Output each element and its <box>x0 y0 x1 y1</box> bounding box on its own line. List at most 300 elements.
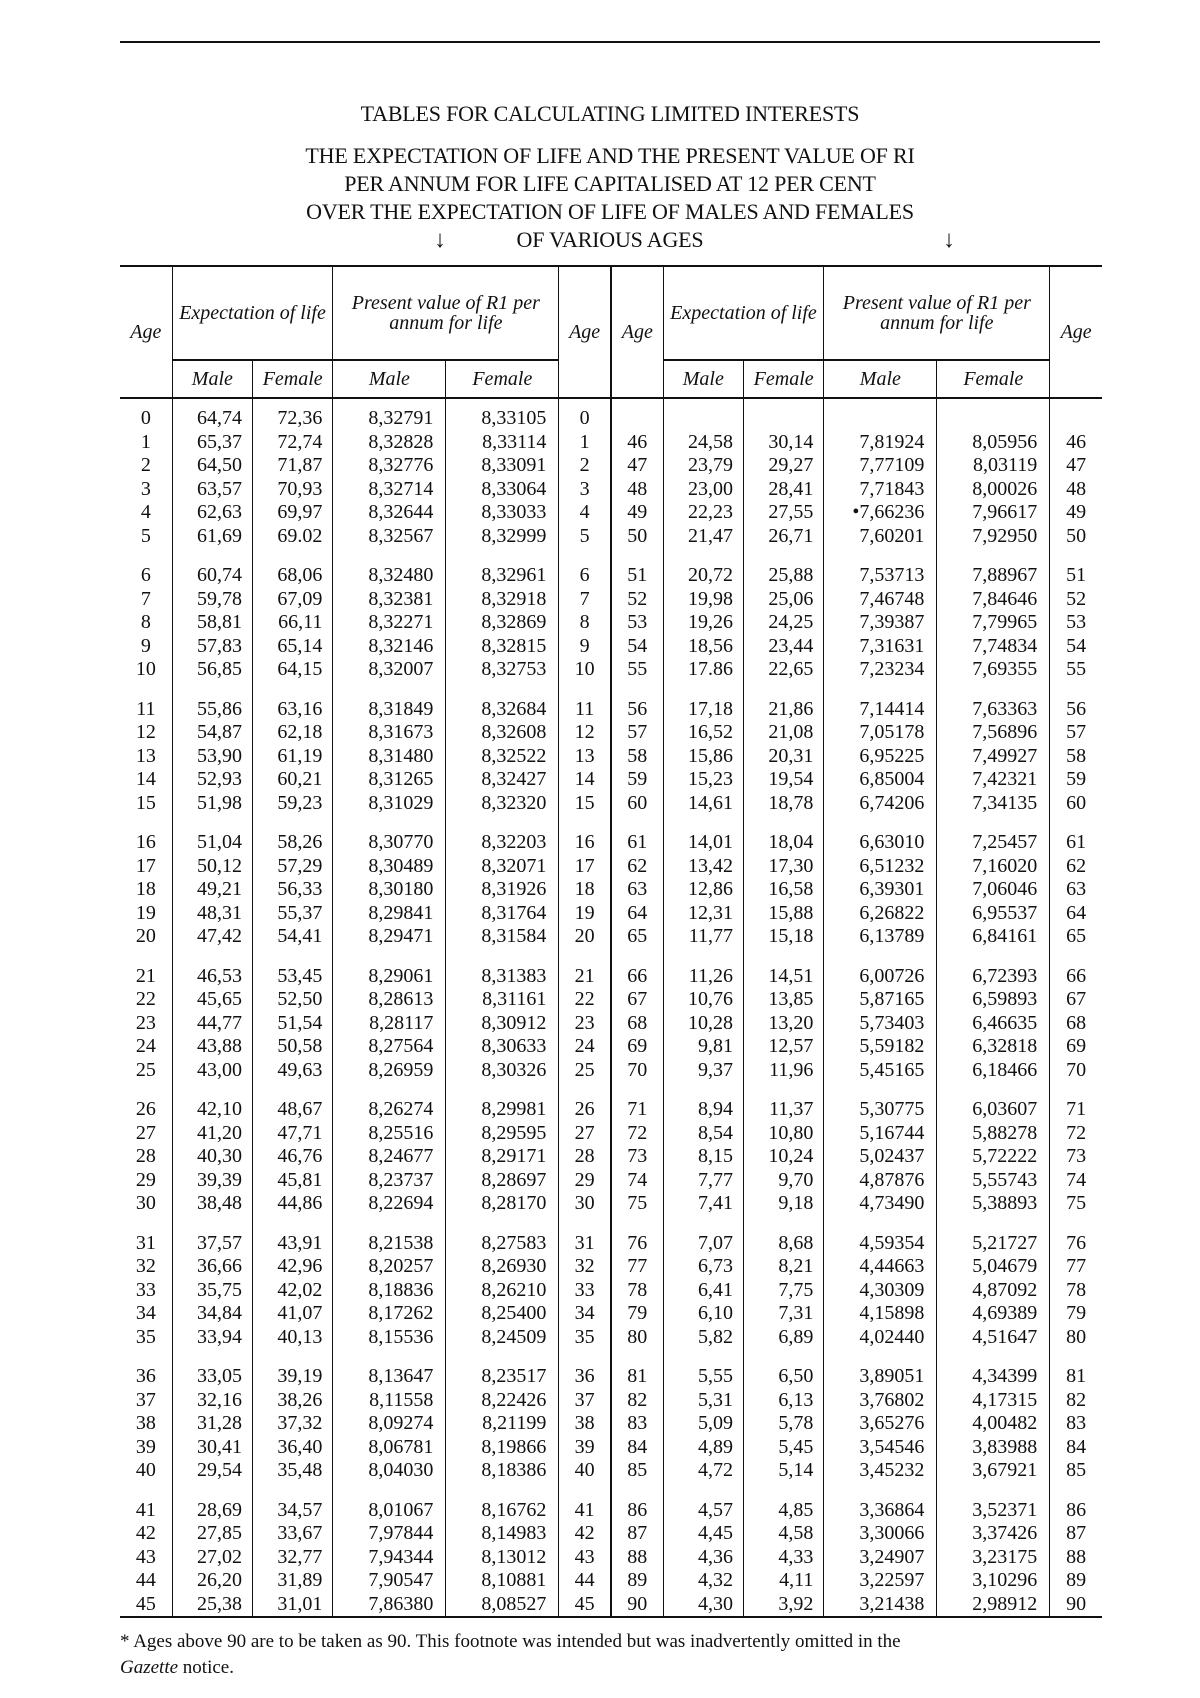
table-cell: 8,04030 <box>333 1459 446 1483</box>
table-cell: 35,75 <box>172 1279 252 1303</box>
group-gap <box>120 682 1102 698</box>
table-cell: 3,23175 <box>937 1546 1050 1570</box>
table-cell: 8,24677 <box>333 1145 446 1169</box>
table-row <box>120 721 1102 745</box>
table-cell: 8,18836 <box>333 1279 446 1303</box>
gap-cell <box>446 1349 559 1365</box>
table-row <box>120 965 1102 989</box>
table-cell: 8,30770 <box>333 831 446 855</box>
table-cell: 42,02 <box>253 1279 333 1303</box>
table-cell: 34,57 <box>253 1499 333 1523</box>
table-cell: 3,89051 <box>824 1365 937 1389</box>
table-cell: 49 <box>611 501 663 525</box>
table-cell: 51 <box>611 564 663 588</box>
table-cell: 37,32 <box>253 1412 333 1436</box>
gap-cell <box>663 1349 743 1365</box>
table-cell: 8,13012 <box>446 1546 559 1570</box>
table-cell: 23 <box>135 1011 156 1034</box>
gap-cell <box>253 548 333 564</box>
gap-cell <box>120 949 172 965</box>
table-cell: 38 <box>135 1412 156 1434</box>
table-cell: 5,78 <box>743 1412 823 1436</box>
gap-cell <box>937 949 1050 965</box>
table-cell: 8,29841 <box>333 902 446 926</box>
header-male: Male <box>172 360 252 398</box>
table-cell: 1 <box>140 430 151 453</box>
table-cell: 85 <box>1050 1459 1102 1483</box>
table-cell: 24 <box>559 1035 611 1059</box>
table-cell: 88 <box>1050 1546 1102 1570</box>
table-cell: 79 <box>611 1302 663 1326</box>
gap-cell <box>611 682 663 698</box>
table-cell: 77 <box>611 1255 663 1279</box>
table-row <box>120 1059 1102 1083</box>
table-cell: 18,56 <box>663 635 743 659</box>
table-cell: 6,73 <box>663 1255 743 1279</box>
table-cell: 8,24509 <box>446 1326 559 1350</box>
table-cell: 88 <box>611 1546 663 1570</box>
table-cell: 54,41 <box>253 925 333 949</box>
table-cell: 20 <box>135 925 156 947</box>
table-cell: 65,37 <box>172 431 252 455</box>
table-cell: 55,37 <box>253 902 333 926</box>
table-row <box>120 1365 1102 1389</box>
table-cell: 69 <box>1050 1035 1102 1059</box>
table-cell: 8,01067 <box>333 1499 446 1523</box>
table-cell: 5,21727 <box>937 1232 1050 1256</box>
table-cell: 8,31029 <box>333 792 446 816</box>
table-cell: 8,32203 <box>446 831 559 855</box>
table-row <box>120 1593 1102 1618</box>
table-cell: 56,33 <box>253 878 333 902</box>
table-row <box>120 1232 1102 1256</box>
table-cell: 7,49927 <box>937 745 1050 769</box>
table-cell: 70 <box>611 1059 663 1083</box>
table-cell: 22 <box>559 988 611 1012</box>
table-cell: 44 <box>559 1569 611 1593</box>
table-cell: 37 <box>135 1388 156 1411</box>
table-cell: 8,31383 <box>446 965 559 989</box>
table-cell: 14,01 <box>663 831 743 855</box>
table-cell: 44,77 <box>172 1012 252 1036</box>
table-cell: 5,55743 <box>937 1169 1050 1193</box>
table-cell: 23,79 <box>663 454 743 478</box>
table-cell: 73 <box>1050 1145 1102 1169</box>
table-cell: 30 <box>135 1192 156 1214</box>
table-cell: 5,87165 <box>824 988 937 1012</box>
gap-cell <box>937 815 1050 831</box>
gap-cell <box>611 949 663 965</box>
table-cell: 82 <box>1050 1389 1102 1413</box>
table-cell: 4,72 <box>663 1459 743 1483</box>
gap-cell <box>743 1483 823 1499</box>
table-cell: 6,95225 <box>824 745 937 769</box>
table-cell: 56 <box>1050 698 1102 722</box>
table-cell: 26 <box>135 1098 156 1120</box>
table-cell: 10 <box>559 658 611 682</box>
table-cell: 8,23517 <box>446 1365 559 1389</box>
table-row <box>120 501 1102 525</box>
table-cell: 59,23 <box>253 792 333 816</box>
table-cell: 80 <box>611 1326 663 1350</box>
table-cell: 7,86380 <box>333 1593 446 1618</box>
table-cell: 7,69355 <box>937 658 1050 682</box>
table-cell: 19 <box>559 902 611 926</box>
table-cell: 4,59354 <box>824 1232 937 1256</box>
table-cell: 8,30489 <box>333 855 446 879</box>
table-cell: 22 <box>135 988 156 1010</box>
group-gap <box>120 815 1102 831</box>
gap-cell <box>253 949 333 965</box>
subtitle-line-2: PER ANNUM FOR LIFE CAPITALISED AT 12 PER CENT <box>344 171 876 196</box>
header-expectation-right: Expectation of life <box>663 266 824 360</box>
table-cell: 4,02440 <box>824 1326 937 1350</box>
table-cell: 8,08527 <box>446 1593 559 1618</box>
table-cell: 8,22694 <box>333 1192 446 1216</box>
table-cell: 87 <box>611 1522 663 1546</box>
table-cell: 6,41 <box>663 1279 743 1303</box>
table-cell: 67 <box>1050 988 1102 1012</box>
table-cell: 8 <box>140 611 151 633</box>
table-cell: 6,63010 <box>824 831 937 855</box>
table-cell: 5,55 <box>663 1365 743 1389</box>
table-cell: 56 <box>611 698 663 722</box>
gap-cell <box>446 949 559 965</box>
table-cell: 23 <box>559 1012 611 1036</box>
table-cell: 28,69 <box>172 1499 252 1523</box>
table-cell: 61 <box>1050 831 1102 855</box>
gap-cell <box>333 682 446 698</box>
table-cell: 33 <box>135 1278 156 1301</box>
table-cell <box>824 398 937 431</box>
table-cell: 72 <box>1050 1122 1102 1146</box>
table-cell: 3,54546 <box>824 1436 937 1460</box>
table-cell: 21 <box>135 964 156 987</box>
table-cell: 18 <box>559 878 611 902</box>
table-row <box>120 1145 1102 1169</box>
gap-cell <box>824 815 937 831</box>
table-cell: 32,77 <box>253 1546 333 1570</box>
table-cell: 8,31584 <box>446 925 559 949</box>
table-cell: 8,25516 <box>333 1122 446 1146</box>
table-cell: 6,32818 <box>937 1035 1050 1059</box>
table-cell: 8,31480 <box>333 745 446 769</box>
table-cell: 38,48 <box>172 1192 252 1216</box>
table-cell: 75 <box>611 1192 663 1216</box>
table-cell: 77 <box>1050 1255 1102 1279</box>
table-cell: 19,26 <box>663 611 743 635</box>
table-cell: 5,04679 <box>937 1255 1050 1279</box>
table-cell: 6,89 <box>743 1326 823 1350</box>
table-row <box>120 478 1102 502</box>
table-cell: 63,16 <box>253 698 333 722</box>
table-cell: 31,28 <box>172 1412 252 1436</box>
table-cell: 51,04 <box>172 831 252 855</box>
table-cell: 58,26 <box>253 831 333 855</box>
gap-cell <box>937 1483 1050 1499</box>
gap-cell <box>743 815 823 831</box>
table-cell: 87 <box>1050 1522 1102 1546</box>
gap-cell <box>446 1216 559 1232</box>
gap-cell <box>937 548 1050 564</box>
table-cell: 26,71 <box>743 525 823 549</box>
table-cell: 3 <box>559 478 611 502</box>
table-cell: 12 <box>559 721 611 745</box>
subtitle-line-1: THE EXPECTATION OF LIFE AND THE PRESENT VALUE OF RI <box>305 143 915 168</box>
table-cell: 8,29171 <box>446 1145 559 1169</box>
table-cell: 3,36864 <box>824 1499 937 1523</box>
table-cell: 52,93 <box>172 768 252 792</box>
table-cell: 5,59182 <box>824 1035 937 1059</box>
table-cell: 27,55 <box>743 501 823 525</box>
table-cell: 29 <box>135 1168 156 1191</box>
table-cell: 40 <box>559 1459 611 1483</box>
table-cell: 7,41 <box>663 1192 743 1216</box>
table-cell: 8,22426 <box>446 1389 559 1413</box>
table-cell: 3,92 <box>743 1593 823 1618</box>
table-cell: 74 <box>1050 1169 1102 1193</box>
table-cell: 85 <box>611 1459 663 1483</box>
table-cell: 61,19 <box>253 745 333 769</box>
table-cell: 21,08 <box>743 721 823 745</box>
table-cell: 28 <box>559 1145 611 1169</box>
table-cell: 7,25457 <box>937 831 1050 855</box>
gap-cell <box>120 1082 172 1098</box>
table-cell: 3,52371 <box>937 1499 1050 1523</box>
table-cell: 45 <box>120 1593 172 1618</box>
table-cell: 48 <box>1050 478 1102 502</box>
gap-cell <box>663 1483 743 1499</box>
table-cell: 39,39 <box>172 1169 252 1193</box>
table-cell: 52,50 <box>253 988 333 1012</box>
table-cell: 8,00026 <box>937 478 1050 502</box>
table-cell: 50,58 <box>253 1035 333 1059</box>
table-cell: 3,22597 <box>824 1569 937 1593</box>
table-cell: 6,00726 <box>824 965 937 989</box>
table-cell: 39,19 <box>253 1365 333 1389</box>
table-cell: 9,18 <box>743 1192 823 1216</box>
table-cell: 6,95537 <box>937 902 1050 926</box>
table-cell: 42 <box>559 1522 611 1546</box>
table-cell: 33,94 <box>172 1326 252 1350</box>
table-cell: 8,32271 <box>333 611 446 635</box>
gap-cell <box>824 1216 937 1232</box>
gap-cell <box>446 548 559 564</box>
table-cell: 61,69 <box>172 525 252 549</box>
table-cell: 14,51 <box>743 965 823 989</box>
table-cell: 35 <box>135 1325 156 1348</box>
table-cell: 8,32815 <box>446 635 559 659</box>
table-cell: 19,54 <box>743 768 823 792</box>
table-cell: 8,30912 <box>446 1012 559 1036</box>
table-cell: 21,86 <box>743 698 823 722</box>
table-cell: 39 <box>135 1435 156 1458</box>
table-cell: 46 <box>1050 431 1102 455</box>
table-row <box>120 1326 1102 1350</box>
gap-cell <box>172 1349 252 1365</box>
table-cell: 6,51232 <box>824 855 937 879</box>
table-cell: 62,63 <box>172 501 252 525</box>
header-age-right: Age <box>611 266 663 398</box>
table-cell: 69.02 <box>253 525 333 549</box>
gap-cell <box>824 682 937 698</box>
table-cell: 42,96 <box>253 1255 333 1279</box>
gap-cell <box>937 1216 1050 1232</box>
gap-cell <box>333 949 446 965</box>
table-cell: 31,01 <box>253 1593 333 1618</box>
table-cell: 7 <box>559 588 611 612</box>
table-cell: 7,97844 <box>333 1522 446 1546</box>
table-cell: 25,88 <box>743 564 823 588</box>
table-cell: 84 <box>1050 1436 1102 1460</box>
table-cell: 8,32146 <box>333 635 446 659</box>
life-expectancy-table <box>120 265 1102 1618</box>
table-cell: 6,74206 <box>824 792 937 816</box>
gap-cell <box>120 682 172 698</box>
table-cell: 62 <box>611 855 663 879</box>
table-cell: 5 <box>559 525 611 549</box>
table-cell: 28,41 <box>743 478 823 502</box>
header-female: Female <box>743 360 823 398</box>
table-row <box>120 658 1102 682</box>
table-cell: 65 <box>1050 925 1102 949</box>
table-cell: 36,40 <box>253 1436 333 1460</box>
table-cell: 40 <box>135 1459 156 1481</box>
table-row <box>120 1122 1102 1146</box>
table-cell: 4,87092 <box>937 1279 1050 1303</box>
table-cell: 43,00 <box>172 1059 252 1083</box>
table-cell: 49,21 <box>172 878 252 902</box>
subtitle-line-3: OVER THE EXPECTATION OF LIFE OF MALES AND FEMALES <box>306 199 914 224</box>
table-cell: 7,06046 <box>937 878 1050 902</box>
gap-cell <box>120 1216 172 1232</box>
table-cell: 8,29061 <box>333 965 446 989</box>
gap-cell <box>559 1216 611 1232</box>
header-male: Male <box>824 360 937 398</box>
table-cell: 7,63363 <box>937 698 1050 722</box>
table-cell: 44 <box>135 1569 156 1591</box>
gap-cell <box>611 1216 663 1232</box>
table-cell: 8,32608 <box>446 721 559 745</box>
table-cell: 3,67921 <box>937 1459 1050 1483</box>
table-cell: 30,41 <box>172 1436 252 1460</box>
table-cell: 8,32381 <box>333 588 446 612</box>
table-cell <box>937 398 1050 431</box>
table-cell: 6 <box>559 564 611 588</box>
table-cell: 36 <box>135 1365 156 1387</box>
table-cell: 68 <box>1050 1012 1102 1036</box>
table-cell: 8,25400 <box>446 1302 559 1326</box>
table-cell: 6,26822 <box>824 902 937 926</box>
table-row <box>120 1192 1102 1216</box>
table-cell: 5,31 <box>663 1389 743 1413</box>
table-cell: 8,27583 <box>446 1232 559 1256</box>
table-row <box>120 1569 1102 1593</box>
table-cell: 32,16 <box>172 1389 252 1413</box>
table-cell: •7,66236 <box>824 501 937 525</box>
table-cell: 8 <box>559 611 611 635</box>
table-cell: 55,86 <box>172 698 252 722</box>
header-expectation-left: Expectation of life <box>172 266 333 360</box>
table-cell: 76 <box>1050 1232 1102 1256</box>
table-cell: 5,02437 <box>824 1145 937 1169</box>
table-cell: 8,32791 <box>333 398 446 431</box>
table-cell: 5 <box>140 524 151 547</box>
table-cell: 16,58 <box>743 878 823 902</box>
table-cell: 17 <box>559 855 611 879</box>
table-cell: 6,84161 <box>937 925 1050 949</box>
table-cell: 11,26 <box>663 965 743 989</box>
table-cell: 0 <box>559 398 611 431</box>
group-gap <box>120 1082 1102 1098</box>
footnote-tail: notice. <box>178 1657 234 1678</box>
gap-cell <box>1050 1349 1102 1365</box>
table-cell: 4,45 <box>663 1522 743 1546</box>
table-cell: 8,29595 <box>446 1122 559 1146</box>
table-cell: 4,30309 <box>824 1279 937 1303</box>
table-cell: 15 <box>135 791 156 814</box>
table-cell: 4,36 <box>663 1546 743 1570</box>
table-cell: 10,80 <box>743 1122 823 1146</box>
table-cell: 8,21199 <box>446 1412 559 1436</box>
table-cell: 78 <box>1050 1279 1102 1303</box>
table-cell: 4,15898 <box>824 1302 937 1326</box>
table-cell: 57,29 <box>253 855 333 879</box>
table-cell: 15,86 <box>663 745 743 769</box>
table-cell: 83 <box>1050 1412 1102 1436</box>
table-cell: 6,59893 <box>937 988 1050 1012</box>
table-cell: 43,88 <box>172 1035 252 1059</box>
table-cell: 17.86 <box>663 658 743 682</box>
table-row <box>120 1389 1102 1413</box>
table-cell: 78 <box>611 1279 663 1303</box>
table-cell: 7,60201 <box>824 525 937 549</box>
table-cell: 64,74 <box>172 398 252 431</box>
table-cell: 53,90 <box>172 745 252 769</box>
table-row <box>120 1012 1102 1036</box>
gap-cell <box>824 1082 937 1098</box>
table-cell: 13 <box>135 744 156 767</box>
table-cell: 6,39301 <box>824 878 937 902</box>
gap-cell <box>446 1082 559 1098</box>
table-cell: 35,48 <box>253 1459 333 1483</box>
table-cell: 64,50 <box>172 454 252 478</box>
footnote-text: * Ages above 90 are to be taken as 90. This footnote was intended but was inadvertently omitted in the <box>120 1631 901 1652</box>
gap-cell <box>333 548 446 564</box>
gap-cell <box>611 548 663 564</box>
table-cell: 59,78 <box>172 588 252 612</box>
table-cell: 8,33105 <box>446 398 559 431</box>
table-cell: 4,89 <box>663 1436 743 1460</box>
gap-cell <box>663 1082 743 1098</box>
table-cell: 63,57 <box>172 478 252 502</box>
table-cell: 10,28 <box>663 1012 743 1036</box>
gap-cell <box>663 949 743 965</box>
table-cell: 63 <box>1050 878 1102 902</box>
table-cell: 8,32007 <box>333 658 446 682</box>
gap-cell <box>611 1082 663 1098</box>
table-cell: 15,18 <box>743 925 823 949</box>
table-cell: 41 <box>559 1499 611 1523</box>
table-cell: 10 <box>135 658 156 680</box>
table-cell: 62 <box>1050 855 1102 879</box>
table-cell: 57 <box>611 721 663 745</box>
table-cell: 16,52 <box>663 721 743 745</box>
table-cell: 6,13789 <box>824 925 937 949</box>
down-arrow-icon: ↓ <box>434 227 446 253</box>
table-row <box>120 588 1102 612</box>
table-cell: 40,30 <box>172 1145 252 1169</box>
